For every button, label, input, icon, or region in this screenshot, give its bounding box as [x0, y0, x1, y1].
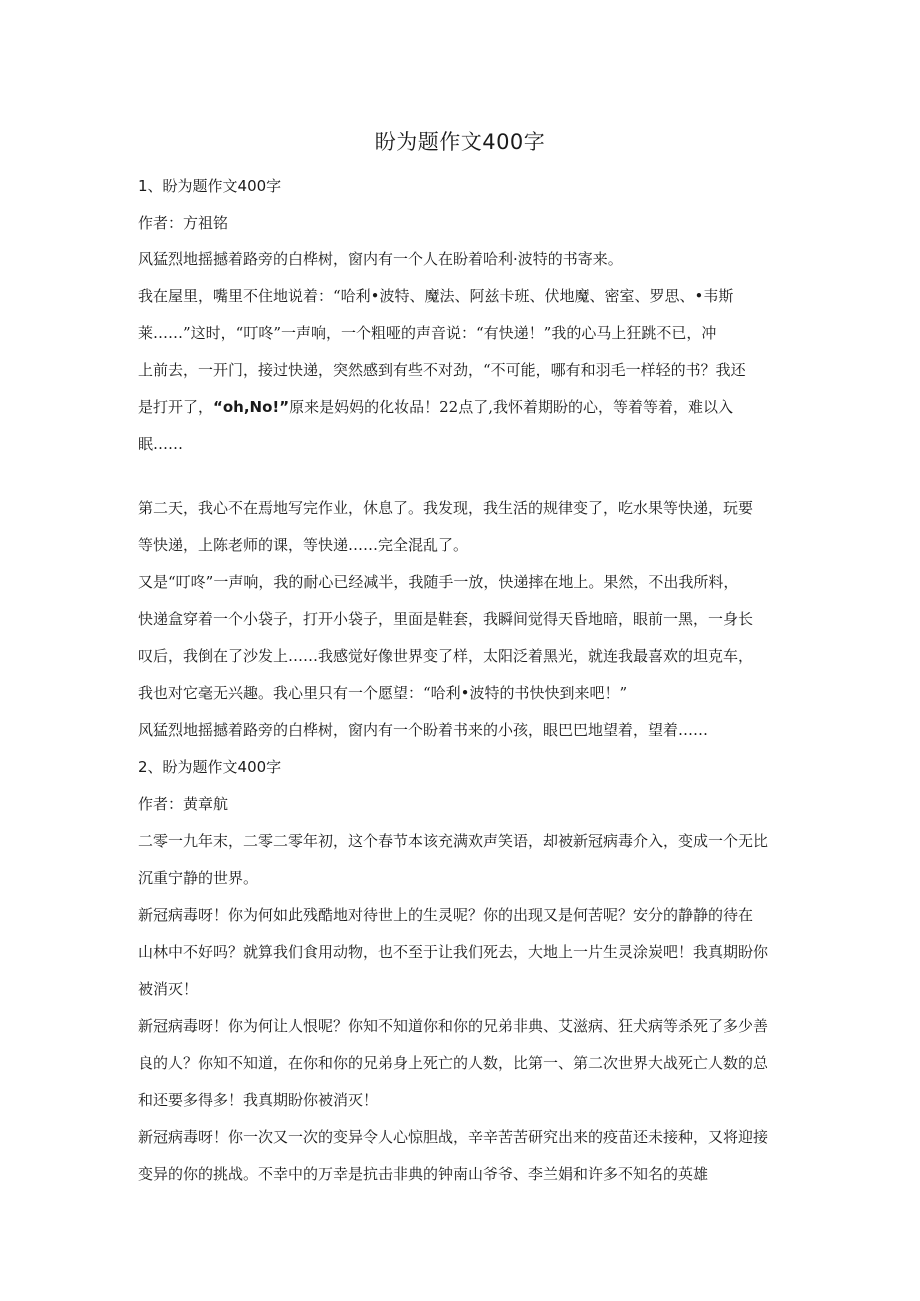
- text-line: 风猛烈地摇撼着路旁的白桦树，窗内有一个盼着书来的小孩，眼巴巴地望着，望着……: [138, 721, 709, 739]
- section-1-paragraph: [138, 278, 786, 463]
- section-2-paragraph: [138, 1008, 786, 1119]
- text-line: 快递盒穿着一个小袋子，打开小袋子，里面是鞋套，我瞬间觉得天昏地暗，眼前一黑，一身长: [138, 610, 754, 628]
- text-fragment: 是打开了，: [138, 398, 214, 416]
- text-line: 莱……”这时，“叮咚”一声响，一个粗哑的声音说：“有快递！”我的心马上狂跳不已，冲: [138, 324, 717, 342]
- section-1-heading: 1、盼为题作文400字: [138, 177, 282, 195]
- text-line: 良的人？你知不知道，在你和你的兄弟身上死亡的人数，比第一、第二次世界大战死亡人数的总: [138, 1054, 769, 1072]
- section-2-paragraph: [138, 897, 786, 1008]
- text-line: 和还要多得多！我真期盼你被消灭！: [138, 1091, 379, 1109]
- text-line: 二零一九年末，二零二零年初，这个春节本该充满欢声笑语，却被新冠病毒介入，变成一个无比: [138, 832, 769, 850]
- text-line: 上前去，一开门，接过快递，突然感到有些不对劲，“不可能，哪有和羽毛一样轻的书？我还: [138, 361, 746, 379]
- section-1-author: 作者：方祖铭: [138, 214, 229, 232]
- section-2-paragraph: [138, 1119, 786, 1193]
- text-line: 我在屋里，嘴里不住地说着：“哈利•波特、魔法、阿兹卡班、伏地魔、密室、罗思、•韦斯: [138, 287, 734, 305]
- text-line: [138, 389, 786, 426]
- section-2-heading: 2、盼为题作文400字: [138, 758, 282, 776]
- text-line: 第二天，我心不在焉地写完作业，休息了。我发现，我生活的规律变了，吃水果等快递，玩要: [138, 499, 754, 517]
- section-1-paragraph: [138, 241, 786, 278]
- section-1-paragraph: [138, 712, 786, 749]
- text-line: 山林中不好吗？就算我们食用动物，也不至于让我们死去，大地上一片生灵涂炭吧！我真期盼你: [138, 943, 769, 961]
- page-title: 盼为题作文400字: [374, 130, 546, 154]
- text-line: 叹后，我倒在了沙发上……我感觉好像世界变了样，太阳泛着黑光，就连我最喜欢的坦克车，: [138, 647, 754, 665]
- exclamation-text: “oh,No!”: [213, 398, 290, 416]
- text-line: 新冠病毒呀！你一次又一次的变异令人心惊胆战，辛辛苦苦研究出来的疫苗还未接种，又将迎接: [138, 1128, 769, 1146]
- text-line: 新冠病毒呀！你为何让人恨呢？你知不知道你和你的兄弟非典、艾滋病、狂犬病等杀死了多少善: [138, 1017, 769, 1035]
- text-line: 又是“叮咚”一声响，我的耐心已经减半，我随手一放，快递摔在地上。果然，不出我所料，: [138, 573, 739, 591]
- text-line: 风猛烈地摇撼着路旁的白桦树，窗内有一个人在盼着哈利·波特的书寄来。: [138, 250, 623, 268]
- text-line: 眠……: [138, 435, 184, 453]
- section-2-paragraph: [138, 823, 786, 897]
- text-line: 变异的你的挑战。不幸中的万幸是抗击非典的钟南山爷爷、李兰娟和许多不知名的英雄: [138, 1165, 709, 1183]
- section-1-paragraph: [138, 490, 786, 564]
- text-line: 沉重宁静的世界。: [138, 869, 259, 887]
- text-fragment: 原来是妈妈的化妆品！22点了,我怀着期盼的心，等着等着，难以入: [289, 398, 733, 416]
- section-2-author: 作者：黄章航: [138, 795, 229, 813]
- text-line: 我也对它毫无兴趣。我心里只有一个愿望：“哈利•波特的书快快到来吧！”: [138, 684, 628, 702]
- text-line: 被消灭！: [138, 980, 199, 998]
- text-line: 等快递，上陈老师的课，等快递……完全混乱了。: [138, 536, 469, 554]
- section-1-paragraph: [138, 564, 786, 712]
- text-line: 新冠病毒呀！你为何如此残酷地对待世上的生灵呢？你的出现又是何苦呢？安分的静静的待在: [138, 906, 754, 924]
